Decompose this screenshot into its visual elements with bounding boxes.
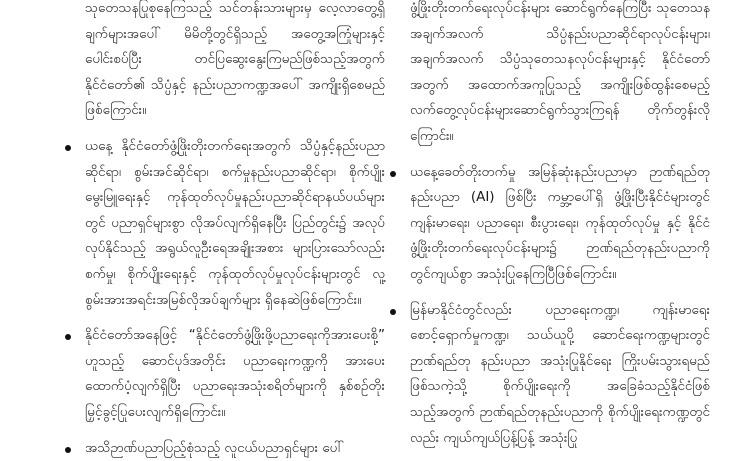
right-column	[410, 0, 710, 451]
list-item-text: နိုင်ငံတော်အနေဖြင့် “နိုင်ငံတော်ဖွံ့ဖြိုးဖို့ပညာရေးကိုအားပေးစို့” ဟူသည့် ဆောင်ပုဒ်အတိုင်း ပညာရေးကဏ္ဍကို အားပေးထောက်ပံ့လျက်ရှိပြီး ပညာရေးအသုံးစရိတ်များကို နှစ်စဉ်တိုးမြှင့်ခွင့်ပြုပေးလျက်ရှိကြောင်း။	[85, 323, 385, 425]
bullet-icon	[65, 447, 71, 453]
list-item	[410, 160, 710, 288]
bullet-icon	[390, 309, 396, 315]
list-item-text: ယနေ့ နိုင်ငံတော်ဖွံ့ဖြိုးတိုးတက်ရေးအတွက် သိပ္ပံနှင့်နည်းပညာဆိုင်ရာ၊ စွမ်းအင်ဆိုင်ရာ၊ စက်မှုနည်းပညာဆိုင်ရာ၊ စိုက်ပျိုးမွေးမြူရေးနှင့် ကုန်ထုတ်လုပ်မှုနည်းပညာဆိုင်ရာနယ်ပယ်များတွင် ပညာရှင်များစွာ လိုအပ်လျက်ရှိနေပြီး ပြည်တွင်း၌ အလုပ်လုပ်နိုင်သည့် အရွယ်လူဦးရေအချိုးအစား များပြားသော်လည်း စက်မှု၊ စိုက်ပျိုးရေးနှင့် ကုန်ထုတ်လုပ်မှုလုပ်ငန်းများတွင် လူ့စွမ်းအားအရင်းအမြစ်လိုအပ်ချက်များ ရှိနေဆဲဖြစ်ကြောင်း။	[85, 134, 385, 313]
list-item-text: အသိဉာဏ်ပညာပြည့်စုံသည့် လူငယ်ပညာရှင်များ ပေါ်	[85, 436, 385, 461]
bullet-icon	[390, 171, 396, 177]
list-item-text: မြန်မာနိုင်ငံတွင်လည်း ပညာရေးကဏ္ဍ၊ ကျန်းမာရေးစောင့်ရှောက်မှုကဏ္ဍ၊ သယ်ယူပို့ ဆောင်ရေးကဏ္ဍများတွင် ဉာဏ်ရည်တု နည်းပညာ အသုံးပြုနိုင်ရေး ကြိုးပမ်းသွားရမည်ဖြစ်သကဲ့သို့ စိုက်ပျိုးရေးကို အခြေခံသည့်နိုင်ငံဖြစ်သည့်အတွက် ဉာဏ်ရည်တုနည်းပညာကို စိုက်ပျိုးရေးကဏ္ဍတွင်လည်း ကျယ်ကျယ်ပြန့်ပြန့် အသုံးပြု	[410, 298, 710, 452]
bullet-icon	[65, 145, 71, 151]
list-item	[410, 298, 710, 452]
bullet-icon	[65, 334, 71, 340]
list-item	[85, 134, 385, 313]
list-item	[85, 323, 385, 425]
left-column	[85, 0, 385, 461]
list-item	[85, 436, 385, 461]
right-lead-paragraph: ဖွံ့ဖြိုးတိုးတက်ရေးလုပ်ငန်းများ ဆောင်ရွက်နေကြပြီး သုတေသနအချက်အလက် သိပ္ပံနည်းပညာဆိုင်ရာလုပ်ငန်းများ၊ အချက်အလက် သိပ္ပံသုတေသနလုပ်ငန်းများနှင့် နိုင်ငံတော်အတွက် အထောက်အကူပြုသည့် အကျိုးဖြစ်ထွန်းစေမည့် လက်တွေ့လုပ်ငန်းများဆောင်ရွက်သွားကြရန် တိုက်တွန်းလိုကြောင်း။	[410, 0, 710, 150]
list-item-text: ယနေ့ခေတ်တိုးတက်မှု အမြန်ဆုံးနည်းပညာမှာ ဉာဏ်ရည်တုနည်းပညာ (AI) ဖြစ်ပြီး ကမ္ဘာ့ပေါ်ရှိ ဖွံ့ဖြိုးပြီးနိုင်ငံများတွင် ကျန်းမာရေး၊ ပညာရေး၊ စီးပွားရေး၊ ကုန်ထုတ်လုပ်မှု နှင့် နိုင်ငံဖွံ့ဖြိုးတိုးတက်ရေးလုပ်ငန်းများ၌ ဉာဏ်ရည်တုနည်းပညာကို တွင်ကျယ်စွာ အသုံးပြုနေကြပြီဖြစ်ကြောင်း။	[410, 160, 710, 288]
left-lead-paragraph: သုတေသနပြုစုနေကြသည့် သင်တန်းသားများမှ လေ့လာတွေ့ရှိချက်များအပေါ် မိမိတို့တွင်ရှိသည့် အတွေ့အကြုံများနှင့် ပေါင်းစပ်ပြီး တင်ပြဆွေးနွေးကြမည်ဖြစ်သည့်အတွက် နိုင်ငံတော်၏ သိပ္ပံနှင့် နည်းပညာကဏ္ဍအပေါ် အကျိုးရှိစေမည်ဖြစ်ကြောင်း။	[85, 0, 385, 124]
